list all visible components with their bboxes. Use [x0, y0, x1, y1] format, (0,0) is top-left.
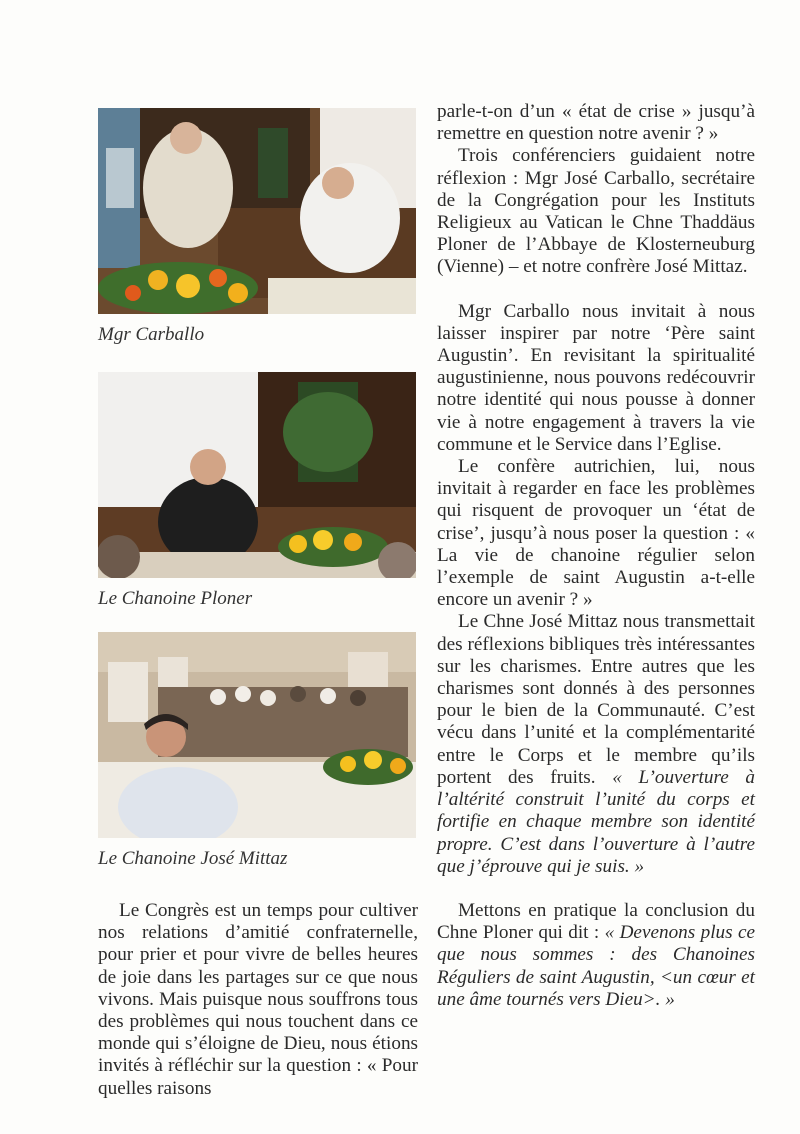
- photo3-caption: Le Chanoine José Mittaz: [98, 848, 288, 869]
- congress-paragraph: Le Congrès est un temps pour cultiver nos relations d’amitié confraternelle, pour prier et pour vivre de belles heures de joie dans les partages sur ce que nous vivons. Mais puisque nous souffrons tous des problèmes qui nous touchent dans ce monde qui s’éloigne de Dieu, nous étions invités à réfléchir sur la question : « Pour quelles raisons: [98, 900, 418, 1099]
- photo-mittaz: [98, 632, 416, 838]
- mittaz-quote: « L’ouverture à l’altérité construit l’unité du corps et fortifie en chaque membre son identité propre. C’est dans l’ouverture à l’autre que j’éprouve qui je suis. »: [437, 766, 755, 877]
- left-column-text: [98, 900, 418, 1100]
- right-column-text: [437, 101, 755, 1011]
- ploner-paragraph: Le confère autrichien, lui, nous invitait à regarder en face les problèmes qui risquent de provoquer un ‘état de crise’, jusqu’à nous poser la question : « La vie de chanoine régulier selon l’exemple de saint Augustin a-t-elle encore un avenir ? »: [437, 456, 755, 611]
- photo-ploner: [98, 372, 416, 578]
- mittaz-paragraph: [437, 611, 755, 877]
- conclusion-text: Mettons en pratique la conclusion du Chne Ploner qui dit :: [437, 899, 755, 944]
- photo-carballo: [98, 108, 416, 314]
- conclusion-quote: « Devenons plus ce que nous sommes : des Chanoines Réguliers de saint Augustin, <un cœur et une âme tournés vers Dieu>. »: [437, 922, 756, 1010]
- speakers-paragraph: Trois conférenciers guidaient notre réflexion : Mgr José Carballo, secrétaire de la Congrégation pour les Instituts Religieux au Vatican le Chne Thaddäus Ploner de l’Abbaye de Klosterneuburg (Vienne) – et notre confrère José Mittaz.: [437, 145, 755, 278]
- question-continuation: parle-t-on d’un « état de crise » jusqu’à remettre en question notre avenir ? »: [437, 101, 755, 145]
- mittaz-text: Le Chne José Mittaz nous transmettait des réflexions bibliques très intéressantes sur les charismes. Entre autres que les charismes sont donnés à des personnes pour le bien de la Communauté. C’est vécu dans l’unité et la complémentarité entre le Corps et le membre qu’ils portent des fruits.: [437, 611, 755, 788]
- photo1-caption: Mgr Carballo: [98, 324, 205, 345]
- carballo-paragraph: Mgr Carballo nous invitait à nous laisser inspirer par notre ‘Père saint Augustin’. En revisitant la spiritualité augustinienne, nous pouvons redécouvrir notre identité qui nous pousse à donner vie à notre engagement à travers la vie commune et le Service dans l’Eglise.: [437, 300, 755, 455]
- photo2-caption: Le Chanoine Ploner: [98, 588, 253, 609]
- conclusion-paragraph: [437, 900, 755, 1011]
